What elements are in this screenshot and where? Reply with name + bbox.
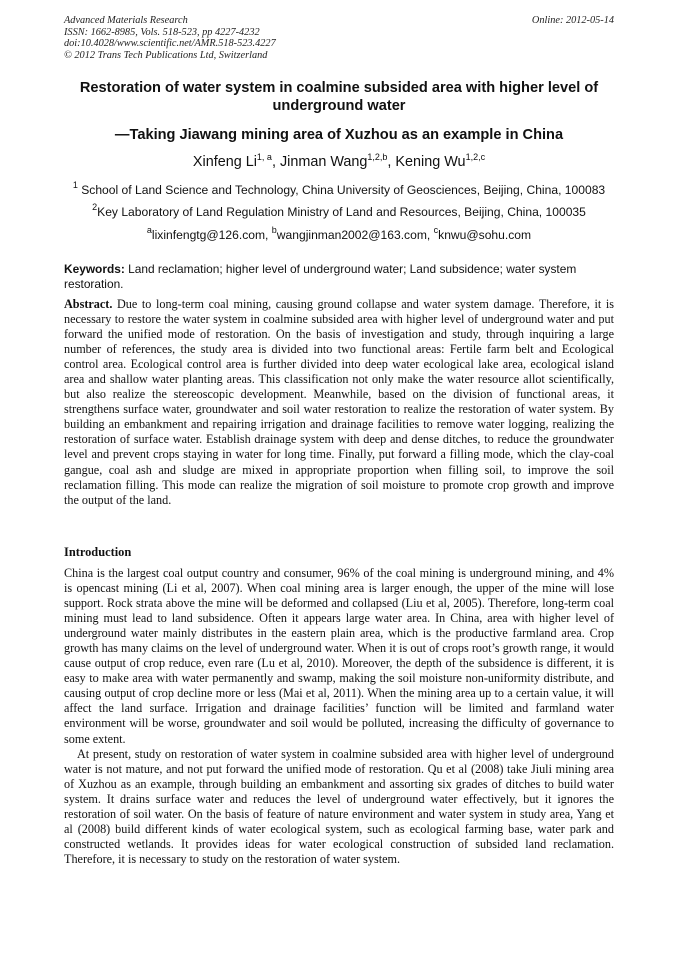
- journal-header: [64, 15, 276, 61]
- affiliation-mark: 2: [92, 202, 98, 212]
- abstract-text: Due to long-term coal mining, causing ground collapse and water system damage. Therefore, it is necessary to restore the water system in coalmine subsided area with higher level of underground water and put forward the unified mode of restoration. On the basis of investigation and study, through inquiring a large number of references, the study area is divided into two functional areas: Fertile farm belt and Ecological control area. Ecological control area is further divided into deep water ecological lake area, ecological island area and shallow water planting areas. This classification not only make the water resource allot scientifically, but also realize the stereoscopic development. Meanwhile, based on the division of functional areas, it strengthens surface water, groundwater and soil water restoration to realize the restoration of water system. By building an embankment and repairing irrigation and drainage facilities to remove water logging, realizing the restoration of surface water. Establish drainage system with deep and dense ditches, to reduce the groundwater level and prevent crops staying in water for long time. Finally, put forward a filling mode, which the clay-coal gangue, coal ash and sludge are mixed in appropriate proportion when filling soil, to improve the soil reclamation filling. This mode can realize the migration of soil moisture to promote crop growth and improve the output of the land.: [64, 297, 614, 507]
- email-separator: ,: [426, 228, 434, 242]
- email-mark: c: [433, 225, 439, 235]
- email-address: lixinfengtg@126.com: [151, 228, 266, 242]
- email-address: knwu@sohu.com: [438, 228, 532, 242]
- author-name: Xinfeng Li: [192, 154, 257, 170]
- paper-title: Restoration of water system in coalmine subsided area with higher level of underground water: [79, 80, 599, 114]
- online-date: Online: 2012-05-14: [531, 15, 614, 26]
- keywords: [64, 262, 614, 292]
- author-list: [0, 154, 678, 170]
- affiliation-text: Key Laboratory of Land Regulation Ministry of Land and Resources, Beijing, China, 100035: [97, 205, 586, 219]
- author-affiliation-mark: 1, a: [256, 152, 272, 162]
- journal-name: Advanced Materials Research: [64, 15, 188, 26]
- affiliation-2: [0, 202, 678, 219]
- email-mark: a: [146, 225, 152, 235]
- email-address: wangjinman2002@163.com: [276, 228, 427, 242]
- affiliation-mark: 1: [72, 180, 78, 190]
- keywords-label: Keywords:: [64, 262, 125, 276]
- abstract: [64, 297, 614, 508]
- author-affiliation-mark: 1,2,c: [465, 152, 486, 162]
- author-name: Kening Wu: [395, 154, 466, 170]
- doi-line: doi:10.4028/www.scientific.net/AMR.518-523.4227: [64, 38, 276, 50]
- keywords-text: Land reclamation; higher level of underground water; Land subsidence; water system restoration.: [64, 262, 577, 291]
- paragraph: At present, study on restoration of water system in coalmine subsided area with higher level of underground water is not mature, and not put forward the unified mode of restoration. Qu et al (2008) take Jiuli mining area of Xuzhou as an example, through building an embankment and assorting six grades of ditches to build water system. It drains surface water and reduces the level of underground water effectively, but it ignores the restoration of soil water. On the basis of feature of nature environment and water system in study area, Yang et al (2008) build different kinds of water ecological system, such as ecological farming base, water park and constructed wetlands. It provides ideas for water ecological construction of subsided land reclamation. Therefore, it is necessary to study on the restoration of water system.: [64, 746, 614, 866]
- author-emails: [0, 225, 678, 242]
- introduction-body: [64, 566, 614, 867]
- affiliation-text: School of Land Science and Technology, China University of Geosciences, Beijing, China, 100083: [77, 183, 606, 197]
- issn-line: ISSN: 1662-8985, Vols. 518-523, pp 4227-4232: [64, 26, 260, 38]
- copyright-line: © 2012 Trans Tech Publications Ltd, Switzerland: [64, 49, 268, 61]
- affiliation-1: [0, 180, 678, 197]
- author-separator: ,: [387, 154, 396, 170]
- email-separator: ,: [265, 228, 272, 242]
- section-heading-introduction: Introduction: [64, 545, 132, 559]
- email-mark: b: [271, 225, 277, 235]
- author-affiliation-mark: 1,2,b: [367, 152, 388, 162]
- paragraph: China is the largest coal output country and consumer, 96% of the coal mining is underground mining, and 4% is opencast mining (Li et al, 2007). When coal mining area is larger enough, the upper of the mine will lose support. Rock strata above the mine will be deformed and collapsed (Liu et al, 2005). Therefore, long-term coal mining must lead to land subsidence. Often it appears large water area. In China, area with higher level of underground water mainly distributes in the eastern plain area, which is the productive farmland area. Crop growth has many claims on the level of underground water. When it is out of crops root’s growth range, it would cause output of crop reduce, even rare (Lu et al, 2010). Moreover, the depth of the subsidence is different, it is easy to make area with water permanently and swamp, making the soil moisture non-uniformity distribute, and causing output of crop decline more or less (Mai et al, 2011). When the mining area up to a certain value, it will affect the land surface. Irrigation and drainage facilities’ function will be limited and farmland water environment will be worse, groundwater and soil would be polluted, increasing the difficulty of governance to some extent.: [64, 566, 614, 746]
- paper-subtitle: —Taking Jiawang mining area of Xuzhou as an example in China: [114, 127, 564, 143]
- abstract-label: Abstract.: [64, 297, 113, 311]
- author-separator: ,: [271, 154, 280, 170]
- author-name: Jinman Wang: [279, 154, 368, 170]
